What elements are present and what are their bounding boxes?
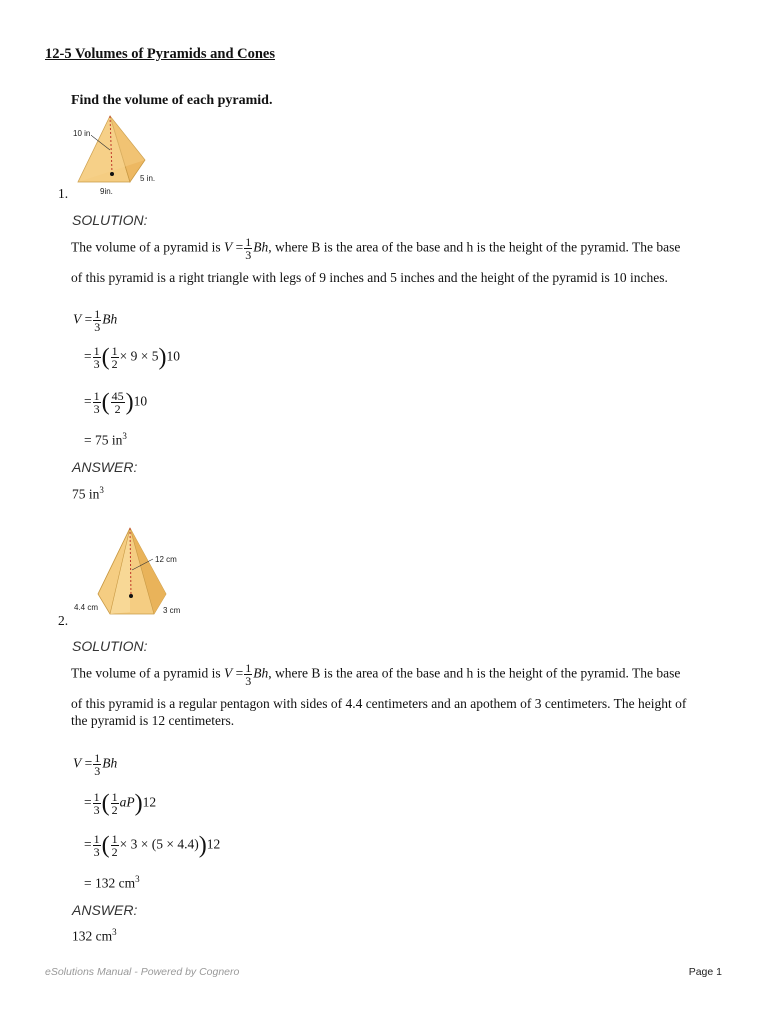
equation-line: V = $\frac{1}{3}$ Bh [73,751,118,778]
answer-value: 75 $in^3$ [72,485,104,502]
solution-intro: The volume of a pyramid is V = $\frac{1}{3}$ Bh, where B is the area of the base and h is the height of the pyramid. The base [71,235,681,262]
equation-line: = $\frac{1}{3}$ ( $\frac{45}{2}$ )10 [84,389,148,416]
pyramid-figure-1 [70,108,170,200]
solution-text: of this pyramid is a regular pentagon with sides of 4.4 centimeters and an apothem of 3 centimeters. The height of [71,696,687,711]
solution-text: the pyramid is 12 centimeters. [71,713,235,728]
equation-line: = $\frac{1}{3}$ ( $\frac{1}{2}$ × 9 × 5)10 [84,344,180,371]
problem-number: 1. [58,186,69,201]
equation-result: = 132 $cm^3$ [84,874,140,891]
page-number: Page 1 [688,966,722,978]
fig2-height-label: 12 cm [155,555,177,564]
answer-label: ANSWER: [72,902,138,918]
equation-result: = 75 $in^3$ [84,431,127,448]
solution-label: SOLUTION: [72,212,148,228]
pyramid-figure-2 [70,522,190,622]
fig1-leg-label: 5 in. [140,174,156,183]
solution-text: of this pyramid is a right triangle with legs of 9 inches and 5 inches and the height of the pyramid is 10 inches. [71,270,668,285]
equation-line: V = $\frac{1}{3}$ Bh [73,307,118,334]
equation-line: = $\frac{1}{3}$ ( $\frac{1}{2}$ × 3 × (5 × 4.4))12 [84,832,221,859]
equation-line: = $\frac{1}{3}$ ( $\frac{1}{2}$ aP)12 [84,790,157,817]
solution-label: SOLUTION: [72,638,148,654]
fig1-height-label: 10 in. [73,129,93,138]
fig2-side-label: 4.4 cm [74,603,99,612]
answer-label: ANSWER: [72,459,138,475]
footer-credit: eSolutions Manual - Powered by Cognero [45,966,240,978]
fig2-apothem-label: 3 cm [163,606,181,615]
instruction: Find the volume of each pyramid. [71,93,273,108]
answer-value: 132 $cm^3$ [72,927,117,944]
fig1-base-label: 9in. [100,187,113,196]
solution-intro: The volume of a pyramid is V = $\frac{1}{3}$ Bh, where B is the area of the base and h is the height of the pyramid. The base [71,661,681,688]
problem-number: 2. [58,613,69,628]
page-title: 12-5 Volumes of Pyramids and Cones [45,46,276,62]
